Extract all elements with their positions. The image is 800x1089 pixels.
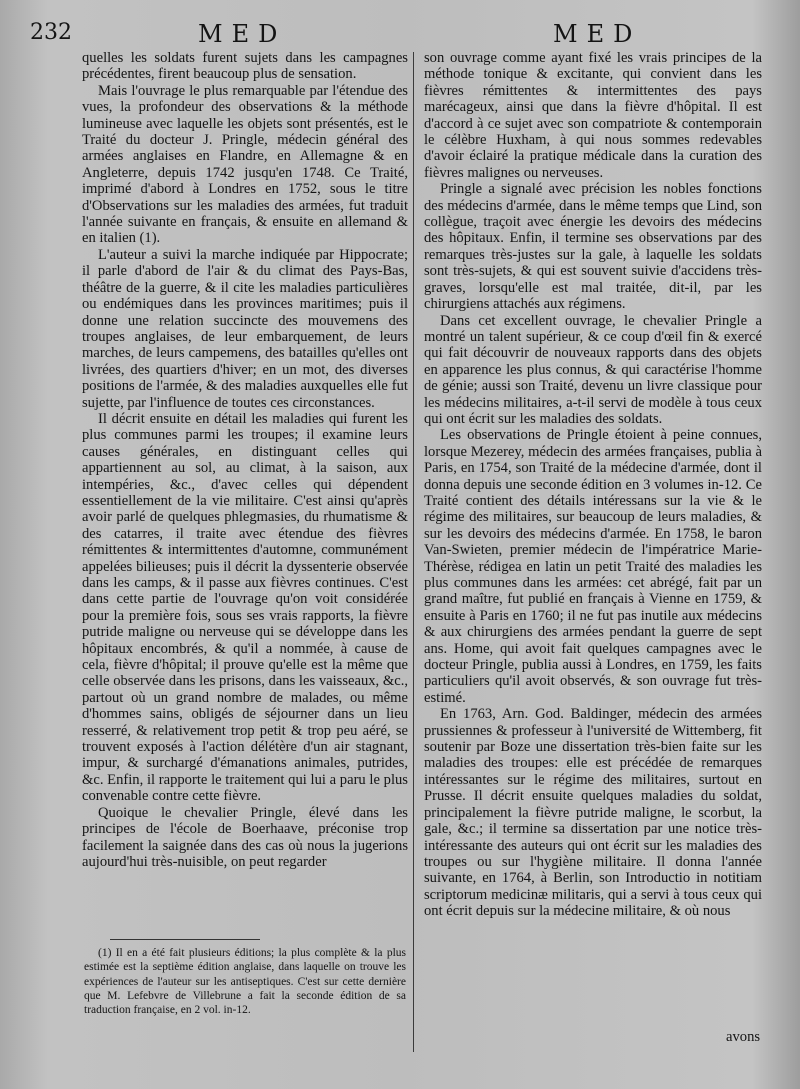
page-header (0, 14, 800, 48)
paragraph: Les observations de Pringle étoient à peine connues, lorsque Mezerey, médecin des armées françaises, publia à Paris, en 1754, son Traité de la médecine d'armée, dont il donna depuis une seconde édition en 3 volumes in-12. Ce Traité contient des détails intéressans sur la vie & le régime des militaires, sur beaucoup de leurs maladies, & sur les devoirs des médecins d'armée. En 1758, le baron Van-Swieten, premier médecin de l'impératrice Marie-Thérèse, rédigea en latin un petit Traité des maladies les plus communes dans les armées: cet abrégé, fait par un grand maître, fut publié en français à Vienne en 1759, & ensuite à Paris en 1760; il ne fut pas inutile aux médecins & aux chirurgiens des armées pendant la guerre de sept ans. Home, qui avoit fait quelques campagnes avec le docteur Pringle, publia aussi à Londres, en 1759, les faits particuliers qu'il avoit observés, & son ouvrage fut très-estimé. (424, 427, 762, 706)
footnote-rule (110, 939, 260, 940)
paragraph: Dans cet excellent ouvrage, le chevalier Pringle a montré un talent supérieur, & ce coup d'œil fin & exercé qui fait découvrir de nouveaux rapports dans des objets en apparence les plus connus, & qui caractérise l'homme de génie; aussi son Traité, devenu un livre classique pour les médecins militaires, a-t-il servi de modèle à tous ceux qui ont écrit sur les maladies des soldats. (424, 312, 762, 427)
paragraph: son ouvrage comme ayant fixé les vrais principes de la méthode tonique & excitante, qui convient dans les fièvres rémittentes & intermittentes des pays marécageux, ainsi que dans la fièvre d'hôpital. Il est d'accord à ce sujet avec son compatriote & contemporain le célèbre Huxham, à qui nous sommes redevables d'avoir éclairé la pratique médicale dans la curation des fièvres malignes ou nerveuses. (424, 50, 762, 181)
paragraph: Pringle a signalé avec précision les nobles fonctions des médecins d'armée, dans le même temps que Lind, son collègue, traçoit avec énergie les devoirs des médecins des hôpitaux. Enfin, il termine ses observations par des remarques très-justes sur la gale, à laquelle les soldats sont très-sujets, & qui est souvent suivie d'accidens très-graves, lorsqu'elle est mal traitée, dit-il, par les chirurgiens attachés aux régimens. (424, 181, 762, 313)
paragraph: Il décrit ensuite en détail les maladies qui furent les plus communes parmi les troupes; il examine leurs causes générales, en distinguant celles qui appartiennent au sol, au climat, à la saison, aux intempéries, &c., d'avec celles qui dépendent essentiellement de la vie militaire. C'est ainsi qu'après avoir parlé de quelques phlegmasies, du rhumatisme & des catarres, il traite avec étendue des fièvres rémittentes & intermittentes d'automne, communément appelées bilieuses; puis il décrit la dyssenterie observée dans les camps, & il passe aux fièvres continues. C'est dans cette partie de l'ouvrage qu'on voit considérée pour la première fois, sous ses vrais rapports, la fièvre putride maligne ou nerveuse qui se développe dans les hôpitaux encombrés, & qu'il a nommée, à cause de cela, fièvre d'hôpital; il prouve qu'elle est la même que celle observée dans les prisons, dans les vaisseaux, &c., partout où un grand nombre de malades, ou même d'hommes sains, obligés de séjourner dans un lieu resserré, & relativement trop petit & trop peu aéré, se trouvent exposés à l'action délétère d'un air stagnant, impur, & surchargé d'émanations animales, putrides, &c. Enfin, il rapporte le traitement qui lui a paru le plus convenable contre cette fièvre. (82, 410, 408, 805)
column-divider (413, 52, 414, 1052)
paragraph: En 1763, Arn. God. Baldinger, médecin des armées prussiennes & professeur à l'université de Wittemberg, fit soutenir par Boze une dissertation très-bien faite sur les maladies des troupes: elle est précédée de remarques intéressantes sur le régime des militaires, surtout en Prusse. Il décrit ensuite quelques maladies du soldat, principalement la fièvre putride maligne, le scorbut, la gale, &c.; il termine sa dissertation par une notice très-intéressante des auteurs qui ont écrit sur les maladies des troupes ou sur l'hygiène militaire. Il donna l'année suivante, en 1764, à Berlin, son Introductio in notitiam scriptorum medicinæ militaris, qui a servi à tous ceux qui ont écrit depuis sur la médecine militaire, & où nous (424, 706, 762, 920)
running-head-right: MED (553, 20, 642, 48)
left-column (82, 50, 408, 870)
catchword: avons (726, 1029, 761, 1045)
running-head-left: MED (198, 20, 287, 48)
page-number: 232 (30, 20, 72, 45)
footnote-text: (1) Il en a été fait plusieurs éditions; la plus complète & la plus estimée est la septième édition anglaise, dans laquelle on trouve les expériences de l'auteur sur les antiseptiques. C'est sur cette dernière que M. Lefebvre de Villebrune a fait la seconde édition de sa traduction française, en 2 vol. in-12. (84, 947, 406, 1017)
paragraph: Quoique le chevalier Pringle, élevé dans les principes de l'école de Boerhaave, préconise trop facilement la saignée dans des cas où nous la jugerions aujourd'hui très-nuisible, on peut regarder (82, 804, 408, 870)
footnote (84, 946, 406, 1017)
paragraph: Mais l'ouvrage le plus remarquable par l'étendue des vues, la profondeur des observations & la méthode lumineuse avec laquelle les objets sont présentés, est le Traité du docteur J. Pringle, médecin général des armées anglaises en Flandre, en Allemagne & en Angleterre, depuis 1742 jusqu'en 1748. Ce Traité, imprimé d'abord à Londres en 1752, sous le titre d'Observations sur les maladies des armées, fut traduit l'année suivante en français, & ensuite en allemand & en italien (1). (82, 82, 408, 247)
paragraph: quelles les soldats furent sujets dans les campagnes précédentes, firent beaucoup plus de sensation. (82, 50, 408, 83)
paragraph: L'auteur a suivi la marche indiquée par Hippocrate; il parle d'abord de l'air & du climat des Pays-Bas, théâtre de la guerre, & il cite les maladies particulières ou endémiques dans les provinces maritimes; puis il donne une relation succincte des mouvemens des troupes anglaises, de leur embarquement, de leurs marches, de leurs campemens, des batailles qu'elles ont livrées, des quartiers d'hiver; en un mot, des diverses positions de l'armée, & des maladies auxquelles elle fut sujette, par l'influence de toutes ces circonstances. (82, 246, 408, 411)
right-column (424, 50, 762, 920)
